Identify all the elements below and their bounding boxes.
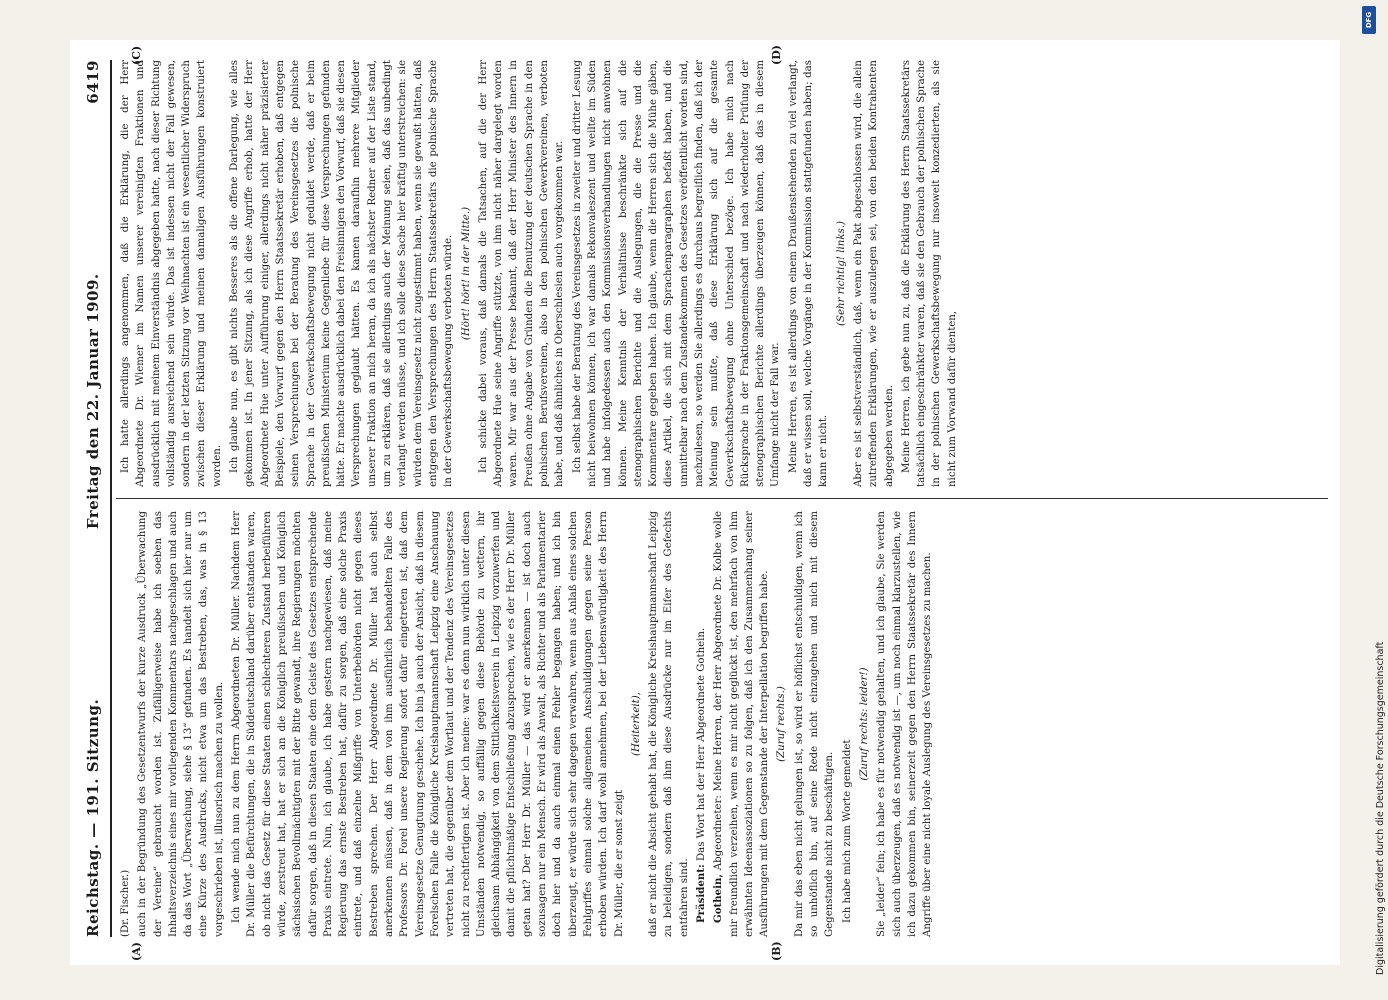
right-paragraph-7: Meine Herren, ich gebe nun zu, daß die Erklärung des Herrn Staatssekretärs tatsächlich eingeschränkter waren, daß sie den Gebrauch der polnischen Sprache in der polnischen Gewerkschaftsbewegung nur insoweit konzedierten, als sie nicht zum Vorwand dafür dienten, — [900, 60, 958, 487]
right-paragraph-4: Ich selbst habe der Beratung des Vereinsgesetzes in zweiter und dritter Lesung nicht beiwohnen können, ich war damals Rekonvaleszent und weilte im Süden und habe infolgedessen auch den Kommissionsverhandlungen nicht anwohnen können. Meine Kenntnis der Verhältnisse beschränkte sich auf die stenographischen Berichte und die Auslegungen, die die Presse und die Kommentare gegeben haben. Ich glaube, wenn die Herren sich die Mühe gäben, diese Artikel, die sich mit dem Sprachenparagraphen befaßt haben, und die unmittelbar nach dem Zustandekommen des Gesetzes veröffentlicht worden sind, nachzulesen, so werden Sie allerdings es durchaus begreiflich finden, daß ich der Meinung sein mußte, daß diese Erklärung sich auf die gesamte Gewerkschaftsbewegung ohne Unterschied bezöge. Ich habe mich nach Rücksprache in der Fraktionsgemeinschaft und nach wiederholter Prüfung der stenographischen Berichte allerdings überzeugen können, daß das in diesem Umfange nicht der Fall war. — [571, 59, 782, 487]
president-label: Präsident: — [694, 864, 707, 923]
left-paragraph-4: Da mir das eben nicht gelungen ist, so wird er höflichst entschuldigen, wenn ich so unhöflich bin, auf seine Rede nicht einzugehen und mich mit diesem Gegenstande nicht zu beschäftigen. — [793, 511, 836, 937]
left-interjection-1: (Heiterkeit), — [630, 692, 642, 756]
gothein-statement — [711, 511, 772, 937]
page-number: 6419 — [84, 60, 102, 104]
header-left: Reichstag. — 191. Sitzung. — [84, 698, 102, 937]
left-paragraph-2: Ich wende mich nun zu dem Herrn Abgeordneten Dr. Müller. Nachdem Herr Dr. Müller die Befürchtungen, die in Süddeutschland darüber entstanden waren, ob nicht das Gesetz für diese Staaten einen schlechteren Zustand herbeiführen würde, zerstreut hat, hat er sich an die Königlich preußischen und Königlich sächsischen Bevollmächtigten mit der Bitte gewandt, ihre Regierungen möchten dafür sorgen, daß in diesen Staaten eine dem Geiste des Gesetzes entsprechende Praxis eintrete. Nun, ich glaube, ich habe gestern nachgewiesen, daß meine Regierung das ernste Bestreben hat, dafür zu sorgen, daß eine solche Praxis eintrete, und daß einzelne Mißgriffe von Unterbehörden nicht gegen dieses Bestreben sprechen. Der Herr Abgeordnete Dr. Müller hat auch selbst anerkennen müssen, daß in dem von ihm ausführlich behandelten Falle des Professors Dr. Forel unsere Regierung sofort dafür eingetreten ist, daß dem Vereinsgesetze Genugtuung geschehe. Ich bin ja auch der Ansicht, daß in diesem Forelschen Falle die Königliche Kreishauptmannschaft Leipzig eine Anschauung vertreten hat, die gegenüber dem Wortlaut und der Tendenz des Vereinsgesetzes nicht zu rechtfertigen ist. Aber ich meine: war es denn nun wirklich unter diesen Umständen notwendig, so auffällig gegen diese Behörde zu wettern, ihr gleichsam Abhängigkeit von dem Sittlichkeitsverein in Leipzig vorzuwerfen und damit die pflichtmäßige Entschließung abzusprechen, wie es der Herr Dr. Müller getan hat? Der Herr Dr. Müller — das wird er anerkennen — ist doch auch sozusagen nur ein Mensch. Er wird als Anwalt, als Richter und als Parlamentarier doch hier und da auch einmal einen Fehler begangen haben; und ich bin überzeugt, er würde sich sehr dagegen verwahren, wenn aus Anlaß eines solchen Fehlgriffes einmal solche allgemeinen Anschuldigungen gegen seine Person erhoben würden. Ich darf wohl annehmen, bei der Liebenswürdigkeit des Herrn Dr. Müller, die er sonst zeigt — [231, 511, 625, 937]
speaker-reference: (Dr. Fischer.) — [120, 869, 131, 937]
margin-marker-c: (C) — [130, 45, 143, 65]
gothein-role: Abgeordneter: — [713, 795, 725, 871]
header-rule — [110, 60, 112, 937]
margin-marker-a: (A) — [130, 942, 143, 961]
scanned-page — [70, 40, 1340, 965]
left-paragraph-3: daß er nicht die Absicht gehabt hat, die Königliche Kreishauptmannschaft Leipzig zu beleidigen, sondern daß ihm diese Ausdrücke nur im Eifer des Gefechts entfahren sind. — [648, 511, 690, 937]
left-paragraph-6: Sie „leider“ fein; ich habe es für notwendig gehalten, und ich glaube, Sie werden sich auch überzeugen, daß es notwendig ist —, um noch einmal klarzustellen, wie ich dazu gekommen bin, seinerzeit gegen den Herrn Staatssekretär des Innern Angriffe über eine nicht loyale Auslegung des Vereinsgesetzes zu machen. — [876, 511, 934, 937]
gothein-text: Meine Herren, der Herr Abgeordnete Dr. Kolbe wolle mir freundlich verzeihen, wenn es mir nicht geglückt ist, den mehrfach von ihm erwähnten Ideenassoziationen so zu folgen, daß ich den Zusammenhang seiner Ausführungen mit dem Gegenstande der Interpellation begriffen habe. — [713, 511, 771, 937]
left-interjection-2: (Zuruf rechts.) — [776, 686, 788, 762]
column-divider — [116, 498, 1328, 499]
right-column — [118, 60, 1330, 487]
margin-marker-d: (D) — [770, 45, 783, 65]
left-interjection-3: (Zuruf rechts: leider!) — [858, 667, 870, 781]
right-paragraph-5: Meine Herren, es ist allerdings von einem Draußenstehenden zu viel verlangt, daß er wissen soll, welche Vorgänge in der Kommission stattgefunden haben; das kann er nicht. — [787, 60, 830, 487]
president-text: Das Wort hat der Herr Abgeordnete Gothein. — [695, 627, 707, 862]
gothein-label: Gothein, — [712, 874, 725, 923]
right-paragraph-3: Ich schicke dabei voraus, daß damals die Tatsachen, auf die der Herr Abgeordnete Hue seine Angriffe stützte, von ihm nicht näher dargelegt worden waren. Mir war aus der Presse bekannt, daß der Herr Minister des Innern in Preußen ohne Angabe von Gründen die Benutzung der deutschen Sprache in den polnischen Berufsvereinen, also in den polnischen Gewerkvereinen, verboten habe, und daß ähnliches in Oberschlesien auch vorgekommen war. — [477, 60, 566, 487]
right-interjection-2: (Sehr richtig! links.) — [835, 221, 847, 326]
margin-marker-b: (B) — [770, 941, 783, 961]
right-paragraph-2: Ich glaube nun, es gibt nichts Besseres als die offene Darlegung, wie alles gekommen ist. In jener Sitzung, als ich diese Angriffe erhob, hatte der Herr Abgeordnete Hue unter Aufführung einiger, allerdings nicht näher präzisierter Beispiele, den Vorwurf gegen den Herrn Staatssekretär erhoben, daß entgegen seinen Versprechungen bei der Beratung des Vereinsgesetzes die polnische Sprache in der Gewerkschaftsbewegung nicht geduldet werde, daß er beim preußischen Ministerium keine Gegenliebe für diese Versprechungen gefunden hätte. Er machte ausdrücklich dabei den Freisinnigen den Vorwurf, daß sie diesen Versprechungen geglaubt hätten. Es kamen daraufhin mehrere Mitglieder unserer Fraktion an mich heran, da ich als nächster Redner auf der Liste stand, um zu erklären, daß sie allerdings auch der Meinung seien, daß das unbedingt verlangt werden müsse, und ich solle diese Sache hier kräftig unterstreichen: sie würden dem Vereinsgesetz nicht zugestimmt haben, wenn sie gewußt hätten, daß entgegen den Versprechungen des Herrn Staatssekretärs die polnische Sprache in der Gewerkschaftsbewegung verboten würde. — [229, 60, 455, 487]
right-interjection-1: (Hört! hört! in der Mitte.) — [460, 206, 472, 341]
right-paragraph-1: Ich hatte allerdings angenommen, daß die Erklärung, die der Herr Abgeordnete Dr. Wiemer im Namen unserer vereinigten Fraktionen und ausdrücklich mit meinem Einverständnis abgegeben hatte, nach dieser Richtung vollständig ausreichend sein würde. Das ist indessen nicht der Fall gewesen, sondern in der letzten Sitzung vor Weihnachten ist ein wesentlicher Widerspruch zwischen dieser Erklärung und meinen damaligen Ausführungen konstruiert worden. — [120, 60, 223, 487]
page-header — [78, 60, 108, 937]
right-paragraph-6: Aber es ist selbstverständlich, daß, wenn ein Pakt abgeschlossen wird, die allein zutreffenden Erklärungen, wie er auszulegen sei, von den beiden Kontrahenten abgegeben werden. — [852, 60, 895, 487]
rotated-page-content — [70, 40, 1340, 965]
dfg-logo: DFG — [1362, 6, 1376, 34]
left-column — [118, 511, 1330, 937]
president-statement — [694, 511, 709, 937]
header-date: Freitag den 22. Januar 1909. — [84, 273, 102, 530]
digitization-note-text: Digitalisierung gefördert durch die Deutsche Forschungsgemeinschaft — [1375, 641, 1386, 975]
left-paragraph-5: Ich habe mich zum Worte gemeldet — [841, 739, 853, 923]
left-paragraph-1: auch in der Begründung des Gesetzentwurfs der kurze Ausdruck „Überwachung der Vereine“ gebraucht worden ist. Zufälligerweise habe ich soeben das Inhaltsverzeichnis eines mir vorliegenden Kommentars nachgeschlagen und auch da das Wort „Überwachung, siehe § 13“ gefunden. Es handelt sich hier nur um eine Kürze des Ausdrucks, nicht etwa um das Bestreben, das, was in § 13 vorgeschrieben ist, illusorisch machen zu wollen. — [137, 511, 225, 937]
digitization-note — [1358, 0, 1386, 1000]
